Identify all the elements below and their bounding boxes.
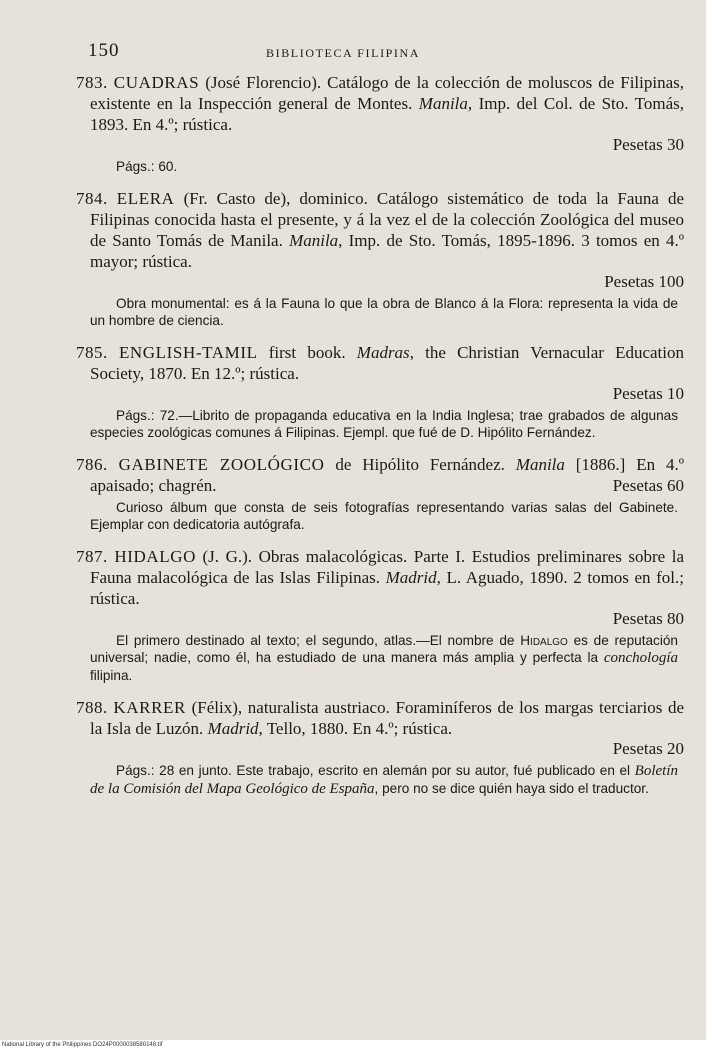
entry-place: Madras <box>356 343 410 362</box>
entry-author: ENGLISH-TAMIL <box>118 343 258 362</box>
entry-text-after: , Tello, 1880. En 4.º; rústica. <box>258 719 453 738</box>
entry-price: Pesetas 80 <box>612 609 684 628</box>
entry-787 <box>76 546 684 684</box>
note-text: Págs.: 28 en junto. Este trabajo, escrito en alemán por su autor, fué publicado en el <box>116 763 635 778</box>
entry-text: Obras malacológicas. Parte I. Estudios preliminares sobre la Fauna malacológica de las Islas Filipinas. <box>90 547 685 587</box>
entry-place: Madrid <box>385 568 437 587</box>
entry-text <box>505 455 516 474</box>
entry-author-rest: (Félix), naturalista austriaco. <box>185 698 390 717</box>
entry-author-rest: (José Florencio). <box>199 73 322 92</box>
entry-note: Págs.: 72.—Librito de propaganda educativa en la India Inglesa; trae grabados de algunas especies zoológicas comunes á Filipinas. Ejempl. que fué de D. Hipólito Fernández. <box>90 408 678 440</box>
entry-note <box>76 632 684 684</box>
entry-783 <box>76 72 684 175</box>
page-number: 150 <box>88 40 120 61</box>
entry-text: Foraminíferos de los margas terciarios de la Isla de Luzón. <box>90 698 684 738</box>
entry-788 <box>76 697 684 798</box>
entry-author-rest: (J. G.). <box>195 547 253 566</box>
scan-footer: National Library of the Philippines DO24P0000038580148.tif <box>2 1042 163 1048</box>
entry-number: 786. <box>76 455 108 474</box>
entry-body <box>76 454 684 496</box>
entry-784 <box>76 188 684 329</box>
entry-number: 788. <box>76 698 108 717</box>
entry-body <box>76 342 684 384</box>
entry-number: 787. <box>76 547 108 566</box>
note-text: filipina. <box>90 668 133 683</box>
entry-price: Pesetas 30 <box>612 135 684 154</box>
entry-785 <box>76 342 684 441</box>
entry-number: 784. <box>76 189 108 208</box>
entry-text: Catálogo sistemático de toda la Fauna de Filipinas conocida hasta el presente, y á la vez el de la colección Zoológica del museo de Santo Tomás de Manila. <box>90 189 684 250</box>
entry-author: HIDALGO <box>114 547 196 566</box>
entry-note: Págs.: 60. <box>116 159 178 174</box>
entry-number: 783. <box>76 73 108 92</box>
note-author: Hidalgo <box>520 633 568 648</box>
entry-text-after: , Imp. del Col. de Sto. Tomás, 1893. En 4.º; rústica. <box>90 94 684 134</box>
entry-number: 785. <box>76 343 108 362</box>
entry-place: Manila <box>418 94 468 113</box>
entry-note: Obra monumental: es á la Fauna lo que la obra de Blanco á la Flora: representa la vida de un hombre de ciencia. <box>90 296 678 328</box>
entry-author-rest: (Fr. Casto de), dominico. <box>174 189 368 208</box>
entry-author: CUADRAS <box>113 73 200 92</box>
entry-text-after: , Imp. de Sto. Tomás, 1895-1896. 3 tomos en 4.º mayor; rústica. <box>90 231 685 271</box>
entry-author: GABINETE ZOOLÓGICO <box>118 455 325 474</box>
entry-text <box>346 343 357 362</box>
note-text: El primero destinado al texto; el segundo, atlas.—El nombre de <box>116 633 521 648</box>
entry-body <box>76 697 684 739</box>
entry-author: ELERA <box>116 189 175 208</box>
entry-place: Manila <box>289 231 339 250</box>
entry-price: Pesetas 20 <box>612 739 684 758</box>
note-text: es de reputación universal; nadie, como él, ha estudiado de una manera más amplia y perfecta la <box>90 633 678 665</box>
entry-author: KARRER <box>113 698 186 717</box>
entry-price: Pesetas 100 <box>604 272 684 291</box>
entry-text: Catálogo de la colección de moluscos de Filipinas, existente en la Inspección general de Montes. <box>90 73 684 113</box>
note-italic: conchología <box>603 650 678 666</box>
entry-text-after: , L. Aguado, 1890. 2 tomos en fol.; rústica. <box>90 568 685 608</box>
entry-price: Pesetas 10 <box>612 384 684 403</box>
entry-body <box>76 72 684 135</box>
entry-text-after: [1886.] En 4.º apaisado; chagrén. <box>90 455 685 495</box>
bibliography-entries <box>76 72 684 811</box>
entry-text-after: , the Christian Vernacular Education Society, 1870. En 12.º; rústica. <box>90 343 685 383</box>
entry-note <box>76 762 684 798</box>
note-italic: Boletín de la Comisión del Mapa Geológico de España <box>90 763 678 797</box>
entry-body <box>76 546 684 609</box>
note-text: , pero no se dice quién haya sido el traductor. <box>374 781 649 796</box>
entry-body <box>76 188 684 272</box>
entry-place: Manila <box>515 455 565 474</box>
entry-place: Madrid <box>207 719 259 738</box>
entry-author-rest: de Hipólito Fernández. <box>324 455 505 474</box>
entry-786 <box>76 454 684 533</box>
entry-note: Curioso álbum que consta de seis fotografías representando varias salas del Gabinete. Ejemplar con dedicatoria autógrafa. <box>90 500 678 532</box>
running-head: BIBLIOTECA FILIPINA <box>266 46 421 60</box>
entry-author-rest: first book. <box>257 343 346 362</box>
page-header <box>88 40 684 64</box>
entry-price: Pesetas 60 <box>612 476 684 495</box>
